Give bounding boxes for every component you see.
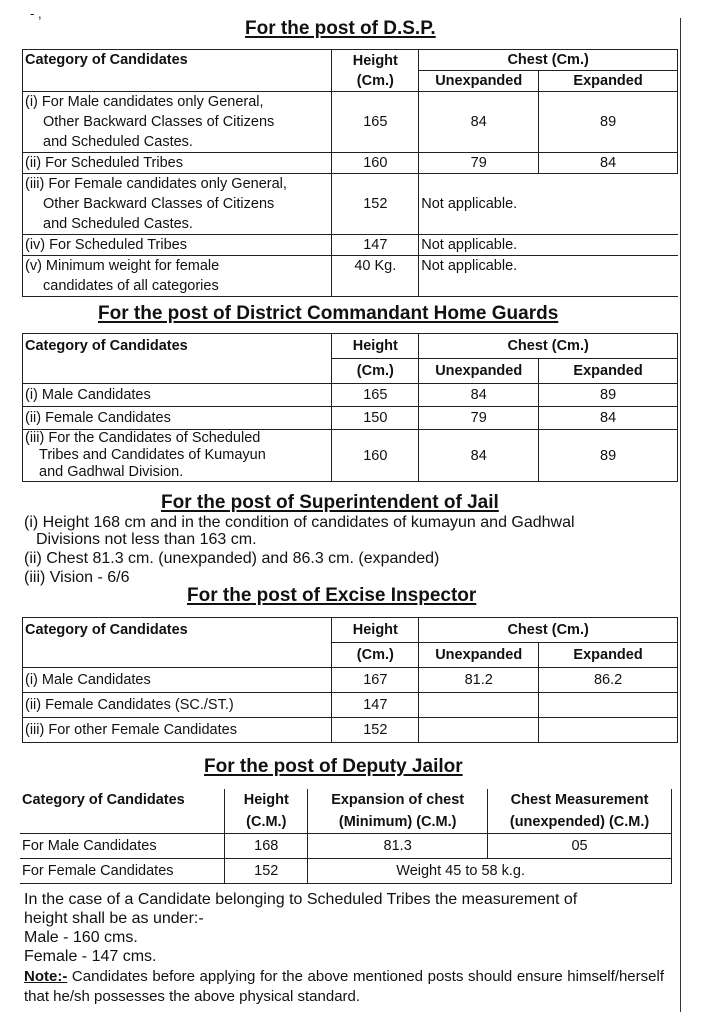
height-cell: 165 bbox=[332, 384, 419, 407]
category-cell: (iii) For other Female Candidates bbox=[23, 718, 332, 743]
note-paragraph bbox=[24, 967, 664, 1007]
st-note-line: Female - 147 cms. bbox=[24, 948, 157, 965]
note-label: Note:- bbox=[24, 968, 68, 985]
weight-cell: 40 Kg. bbox=[332, 256, 419, 297]
expanded-cell bbox=[539, 693, 678, 718]
table-row bbox=[23, 718, 678, 743]
header-height-unit: (Cm.) bbox=[332, 359, 419, 384]
category-line: and Scheduled Castes. bbox=[43, 134, 193, 150]
jail-line: Divisions not less than 163 cm. bbox=[36, 531, 257, 548]
category-line: Other Backward Classes of Citizens bbox=[43, 196, 275, 212]
table-row bbox=[20, 859, 672, 884]
header-height-label: Height bbox=[243, 792, 289, 808]
jailor-table bbox=[20, 789, 672, 884]
header-height bbox=[225, 789, 308, 834]
expanded-cell: 84 bbox=[539, 153, 678, 174]
height-cell: 152 bbox=[332, 718, 419, 743]
expansion-cell: 81.3 bbox=[308, 834, 488, 859]
expanded-cell: 89 bbox=[539, 384, 678, 407]
table-row bbox=[23, 430, 678, 482]
table-row bbox=[20, 789, 672, 834]
table-row bbox=[23, 50, 678, 71]
category-line: Other Backward Classes of Citizens bbox=[43, 114, 275, 130]
category-cell bbox=[23, 174, 332, 235]
unexpanded-cell: 84 bbox=[419, 384, 539, 407]
category-cell bbox=[23, 92, 332, 153]
table-row bbox=[23, 174, 678, 235]
category-cell: (ii) Female Candidates bbox=[23, 407, 332, 430]
header-unexpanded: Unexpanded bbox=[419, 643, 539, 668]
header-expansion-label: Expansion of chest bbox=[331, 792, 465, 808]
table-row bbox=[23, 693, 678, 718]
table-row bbox=[23, 407, 678, 430]
category-line: candidates of all categories bbox=[43, 278, 219, 294]
jail-line: (ii) Chest 81.3 cm. (unexpanded) and 86.3 cm. (expanded) bbox=[24, 550, 440, 567]
table-row bbox=[23, 668, 678, 693]
unexpanded-cell: 79 bbox=[419, 153, 539, 174]
category-cell: (ii) Female Candidates (SC./ST.) bbox=[23, 693, 332, 718]
height-cell: 152 bbox=[225, 859, 308, 884]
measure-cell: 05 bbox=[488, 834, 672, 859]
height-cell: 152 bbox=[332, 174, 419, 235]
height-cell: 160 bbox=[332, 430, 419, 482]
header-expansion-unit: (Minimum) (C.M.) bbox=[338, 814, 457, 830]
table-row bbox=[23, 235, 678, 256]
header-chest: Chest (Cm.) bbox=[419, 618, 678, 643]
header-height-label: Height bbox=[352, 52, 398, 69]
header-measure bbox=[488, 789, 672, 834]
unexpanded-cell: 81.2 bbox=[419, 668, 539, 693]
dsp-table bbox=[22, 49, 678, 297]
table-row bbox=[23, 334, 678, 359]
category-cell bbox=[23, 256, 332, 297]
st-note-line: Male - 160 cms. bbox=[24, 929, 138, 946]
not-applicable-cell: Not applicable. bbox=[419, 256, 678, 297]
height-cell: 150 bbox=[332, 407, 419, 430]
excise-table bbox=[22, 617, 678, 743]
header-expansion bbox=[308, 789, 488, 834]
st-note-line: height shall be as under:- bbox=[24, 910, 204, 927]
header-height bbox=[332, 50, 419, 92]
not-applicable-cell: Not applicable. bbox=[419, 235, 678, 256]
table-row bbox=[23, 618, 678, 643]
jail-title: For the post of Superintendent of Jail bbox=[161, 492, 499, 513]
header-unexpanded: Unexpanded bbox=[419, 71, 539, 92]
header-chest: Chest (Cm.) bbox=[419, 50, 678, 71]
category-cell: (ii) For Scheduled Tribes bbox=[23, 153, 332, 174]
header-expanded: Expanded bbox=[539, 643, 678, 668]
weight-cell: Weight 45 to 58 k.g. bbox=[308, 859, 672, 884]
category-cell bbox=[23, 430, 332, 482]
height-cell: 165 bbox=[332, 92, 419, 153]
table-row bbox=[23, 153, 678, 174]
not-applicable-cell: Not applicable. bbox=[419, 174, 678, 235]
table-row bbox=[23, 256, 678, 297]
category-line: (iii) For Female candidates only General, bbox=[25, 176, 287, 192]
header-height: Height bbox=[332, 618, 419, 643]
header-height-unit: (C.M.) bbox=[246, 814, 287, 830]
unexpanded-cell bbox=[419, 718, 539, 743]
header-category: Category of Candidates bbox=[20, 789, 225, 834]
note-text: Candidates before applying for the above mentioned posts should ensure himself/herself that he/sh possesses the above physical standard. bbox=[24, 968, 664, 1005]
category-line: (iii) For the Candidates of Scheduled bbox=[25, 430, 261, 446]
header-height-unit: (Cm.) bbox=[356, 72, 394, 89]
header-category: Category of Candidates bbox=[23, 50, 332, 92]
unexpanded-cell: 84 bbox=[419, 92, 539, 153]
table-row bbox=[23, 384, 678, 407]
dchg-table bbox=[22, 333, 678, 482]
st-note-line: In the case of a Candidate belonging to Scheduled Tribes the measurement of bbox=[24, 891, 578, 908]
page-right-border bbox=[680, 18, 681, 1012]
unexpanded-cell: 84 bbox=[419, 430, 539, 482]
category-line: (v) Minimum weight for female bbox=[25, 258, 220, 274]
jail-line: (i) Height 168 cm and in the condition of candidates of kumayun and Gadhwal bbox=[24, 514, 575, 531]
height-cell: 147 bbox=[332, 693, 419, 718]
jailor-title: For the post of Deputy Jailor bbox=[204, 756, 463, 777]
category-cell: For Male Candidates bbox=[20, 834, 225, 859]
category-cell: For Female Candidates bbox=[20, 859, 225, 884]
height-cell: 147 bbox=[332, 235, 419, 256]
header-height: Height bbox=[332, 334, 419, 359]
header-expanded: Expanded bbox=[539, 359, 678, 384]
header-expanded: Expanded bbox=[539, 71, 678, 92]
category-cell: (i) Male Candidates bbox=[23, 384, 332, 407]
expanded-cell: 84 bbox=[539, 407, 678, 430]
header-height-unit: (Cm.) bbox=[332, 643, 419, 668]
unexpanded-cell bbox=[419, 693, 539, 718]
jail-line: (iii) Vision - 6/6 bbox=[24, 569, 130, 586]
category-line: (i) For Male candidates only General, bbox=[25, 94, 264, 110]
table-row bbox=[23, 92, 678, 153]
unexpanded-cell: 79 bbox=[419, 407, 539, 430]
header-measure-label: Chest Measurement bbox=[510, 792, 649, 808]
category-cell: (i) Male Candidates bbox=[23, 668, 332, 693]
expanded-cell bbox=[539, 718, 678, 743]
category-cell: (iv) For Scheduled Tribes bbox=[23, 235, 332, 256]
header-chest: Chest (Cm.) bbox=[419, 334, 678, 359]
excise-title: For the post of Excise Inspector bbox=[187, 585, 477, 606]
height-cell: 168 bbox=[225, 834, 308, 859]
category-line: Tribes and Candidates of Kumayun bbox=[39, 447, 266, 463]
dchg-title: For the post of District Commandant Home Guards bbox=[98, 303, 559, 324]
height-cell: 167 bbox=[332, 668, 419, 693]
header-unexpanded: Unexpanded bbox=[419, 359, 539, 384]
category-line: and Scheduled Castes. bbox=[43, 216, 193, 232]
expanded-cell: 89 bbox=[539, 430, 678, 482]
height-cell: 160 bbox=[332, 153, 419, 174]
dsp-title: For the post of D.S.P. bbox=[245, 18, 436, 39]
header-category: Category of Candidates bbox=[23, 334, 332, 384]
header-category: Category of Candidates bbox=[23, 618, 332, 668]
table-row bbox=[20, 834, 672, 859]
expanded-cell: 89 bbox=[539, 92, 678, 153]
category-line: and Gadhwal Division. bbox=[39, 464, 184, 480]
expanded-cell: 86.2 bbox=[539, 668, 678, 693]
corner-marks: - , bbox=[30, 6, 42, 21]
header-measure-unit: (unexpended) (C.M.) bbox=[509, 814, 650, 830]
